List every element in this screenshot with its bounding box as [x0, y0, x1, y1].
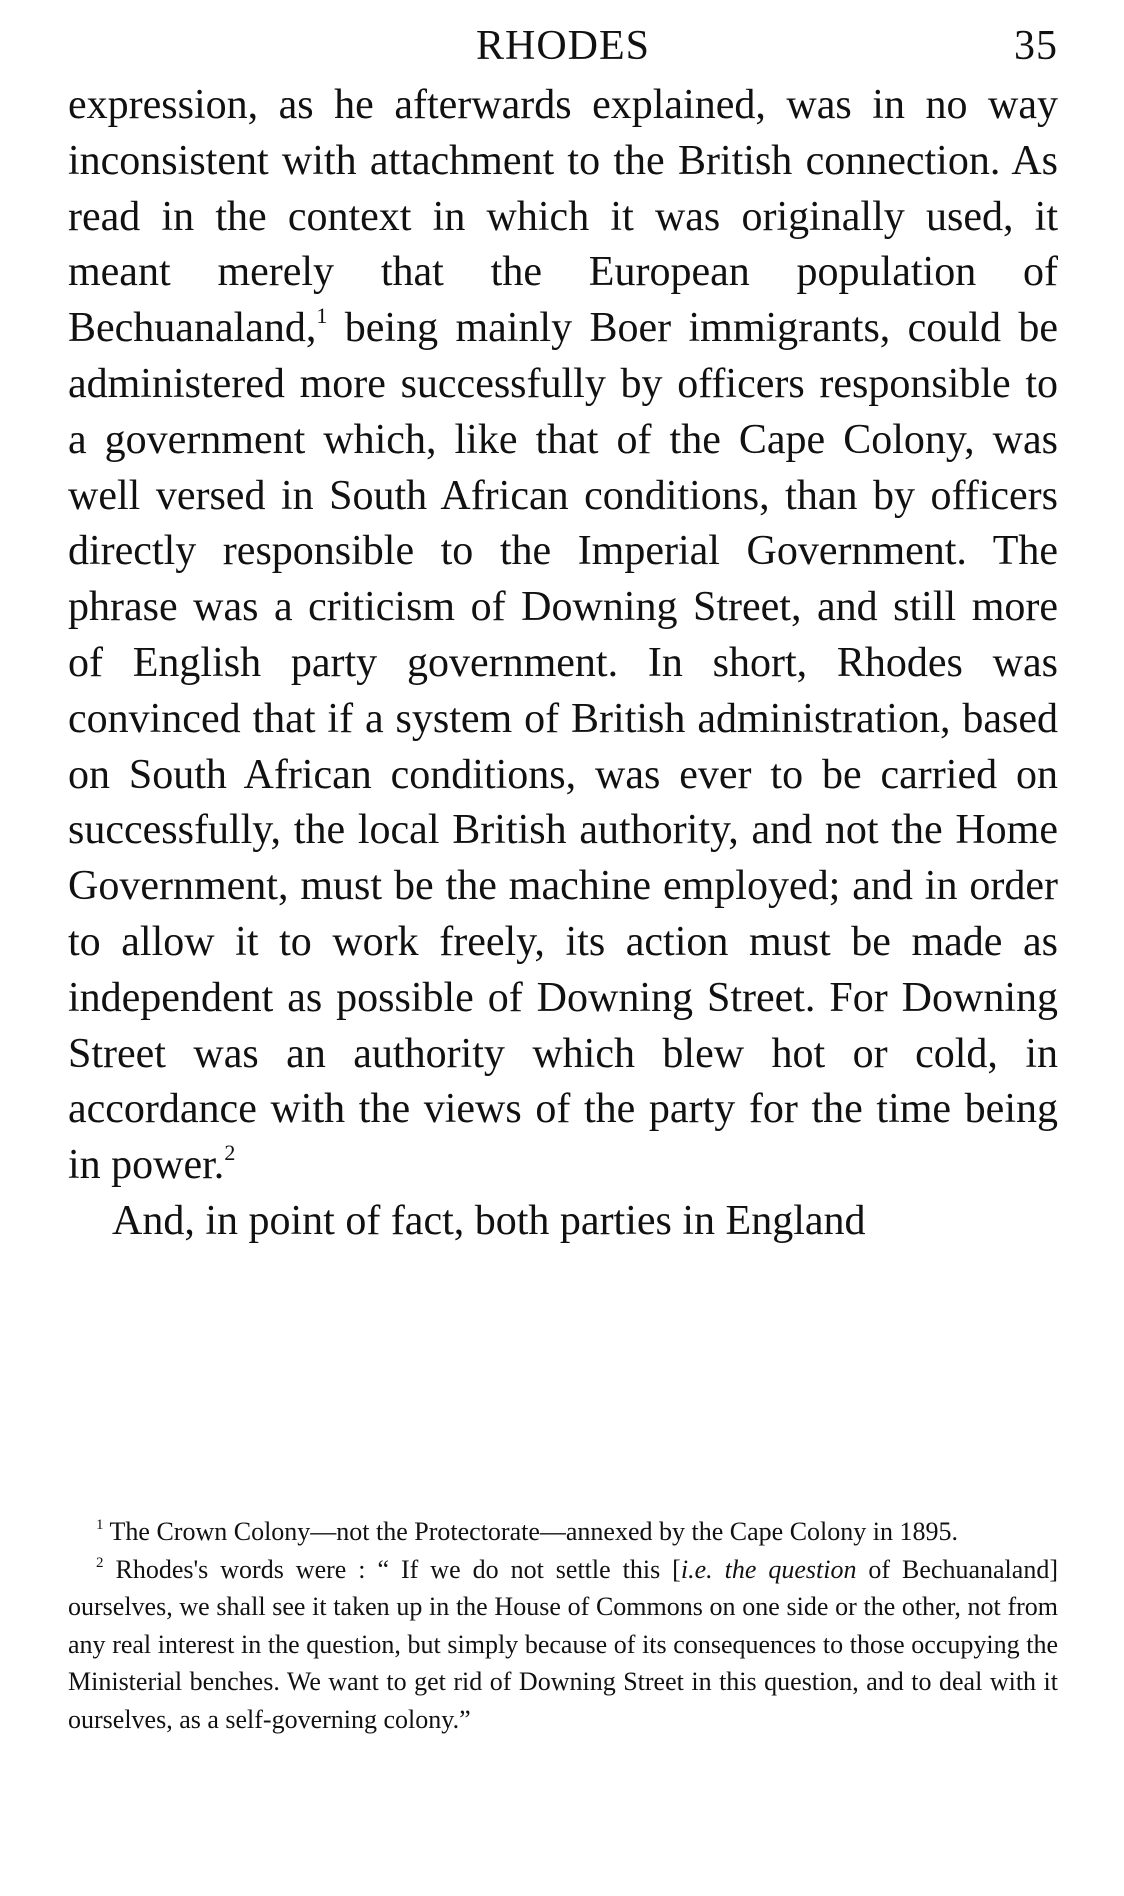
paragraph-1-part-b: being mainly Boer immigrants, could be administered more successfully by officers responsible to a government which, like that of the Cape Colony, was well versed in South African conditions, than by officers directly responsible to the Imperial Government. The phrase was a criticism of Downing Street, and still more of English party government. In short, Rhodes was convinced that if a system of British administration, based on South African conditions, was ever to be carried on successfully, the local British authority, and not the Home Government, must be the machine employed; and in order to allow it to work freely, its action must be made as independent as possible of Downing Street. For Downing Street was an authority which blew hot or cold, in accordance with the views of the party for the time being in power. — [68, 305, 1058, 1189]
footnote-1 — [68, 1513, 1058, 1551]
footnote-2-text-a: Rhodes's words were : “ If we do not settle this [ — [103, 1554, 681, 1584]
running-title: RHODES — [475, 23, 651, 69]
paragraph-1-part-a: expression, as he afterwards explained, was in no way inconsistent with attachment to the British connection. As read in the context in which it was originally used, it meant merely that the European population of Bechuanaland, — [68, 82, 1058, 352]
footnote-2 — [68, 1551, 1058, 1739]
footnote-2-marker: 2 — [96, 1554, 104, 1571]
paragraph-2: And, in point of fact, both parties in England — [112, 1197, 866, 1244]
footnote-1-marker: 1 — [96, 1517, 104, 1533]
book-page — [68, 18, 1058, 1734]
footnote-reference-1: 1 — [316, 303, 328, 329]
page-number: 35 — [1014, 23, 1058, 69]
footnotes — [68, 1513, 1058, 1738]
footnote-2-ie: i.e. — [680, 1554, 713, 1584]
paragraph-1 — [68, 78, 1058, 1194]
running-header — [68, 18, 1058, 78]
footnote-1-text: The Crown Colony—not the Protectorate—annexed by the Cape Colony in 1895. — [103, 1517, 958, 1546]
footnote-2-text-b: the question — [712, 1554, 857, 1584]
footnote-reference-2: 2 — [224, 1140, 236, 1166]
body-text — [68, 78, 1058, 1250]
footnote-2-text-c: of Bechuanaland] ourselves, we shall see it taken up in the House of Commons on one side or the other, not from any real interest in the question, but simply because of its consequences to those occupying the Ministerial benches. We want to get rid of Downing Street in this question, and to deal with it ourselves, as a self-governing colony.” — [68, 1554, 1058, 1734]
